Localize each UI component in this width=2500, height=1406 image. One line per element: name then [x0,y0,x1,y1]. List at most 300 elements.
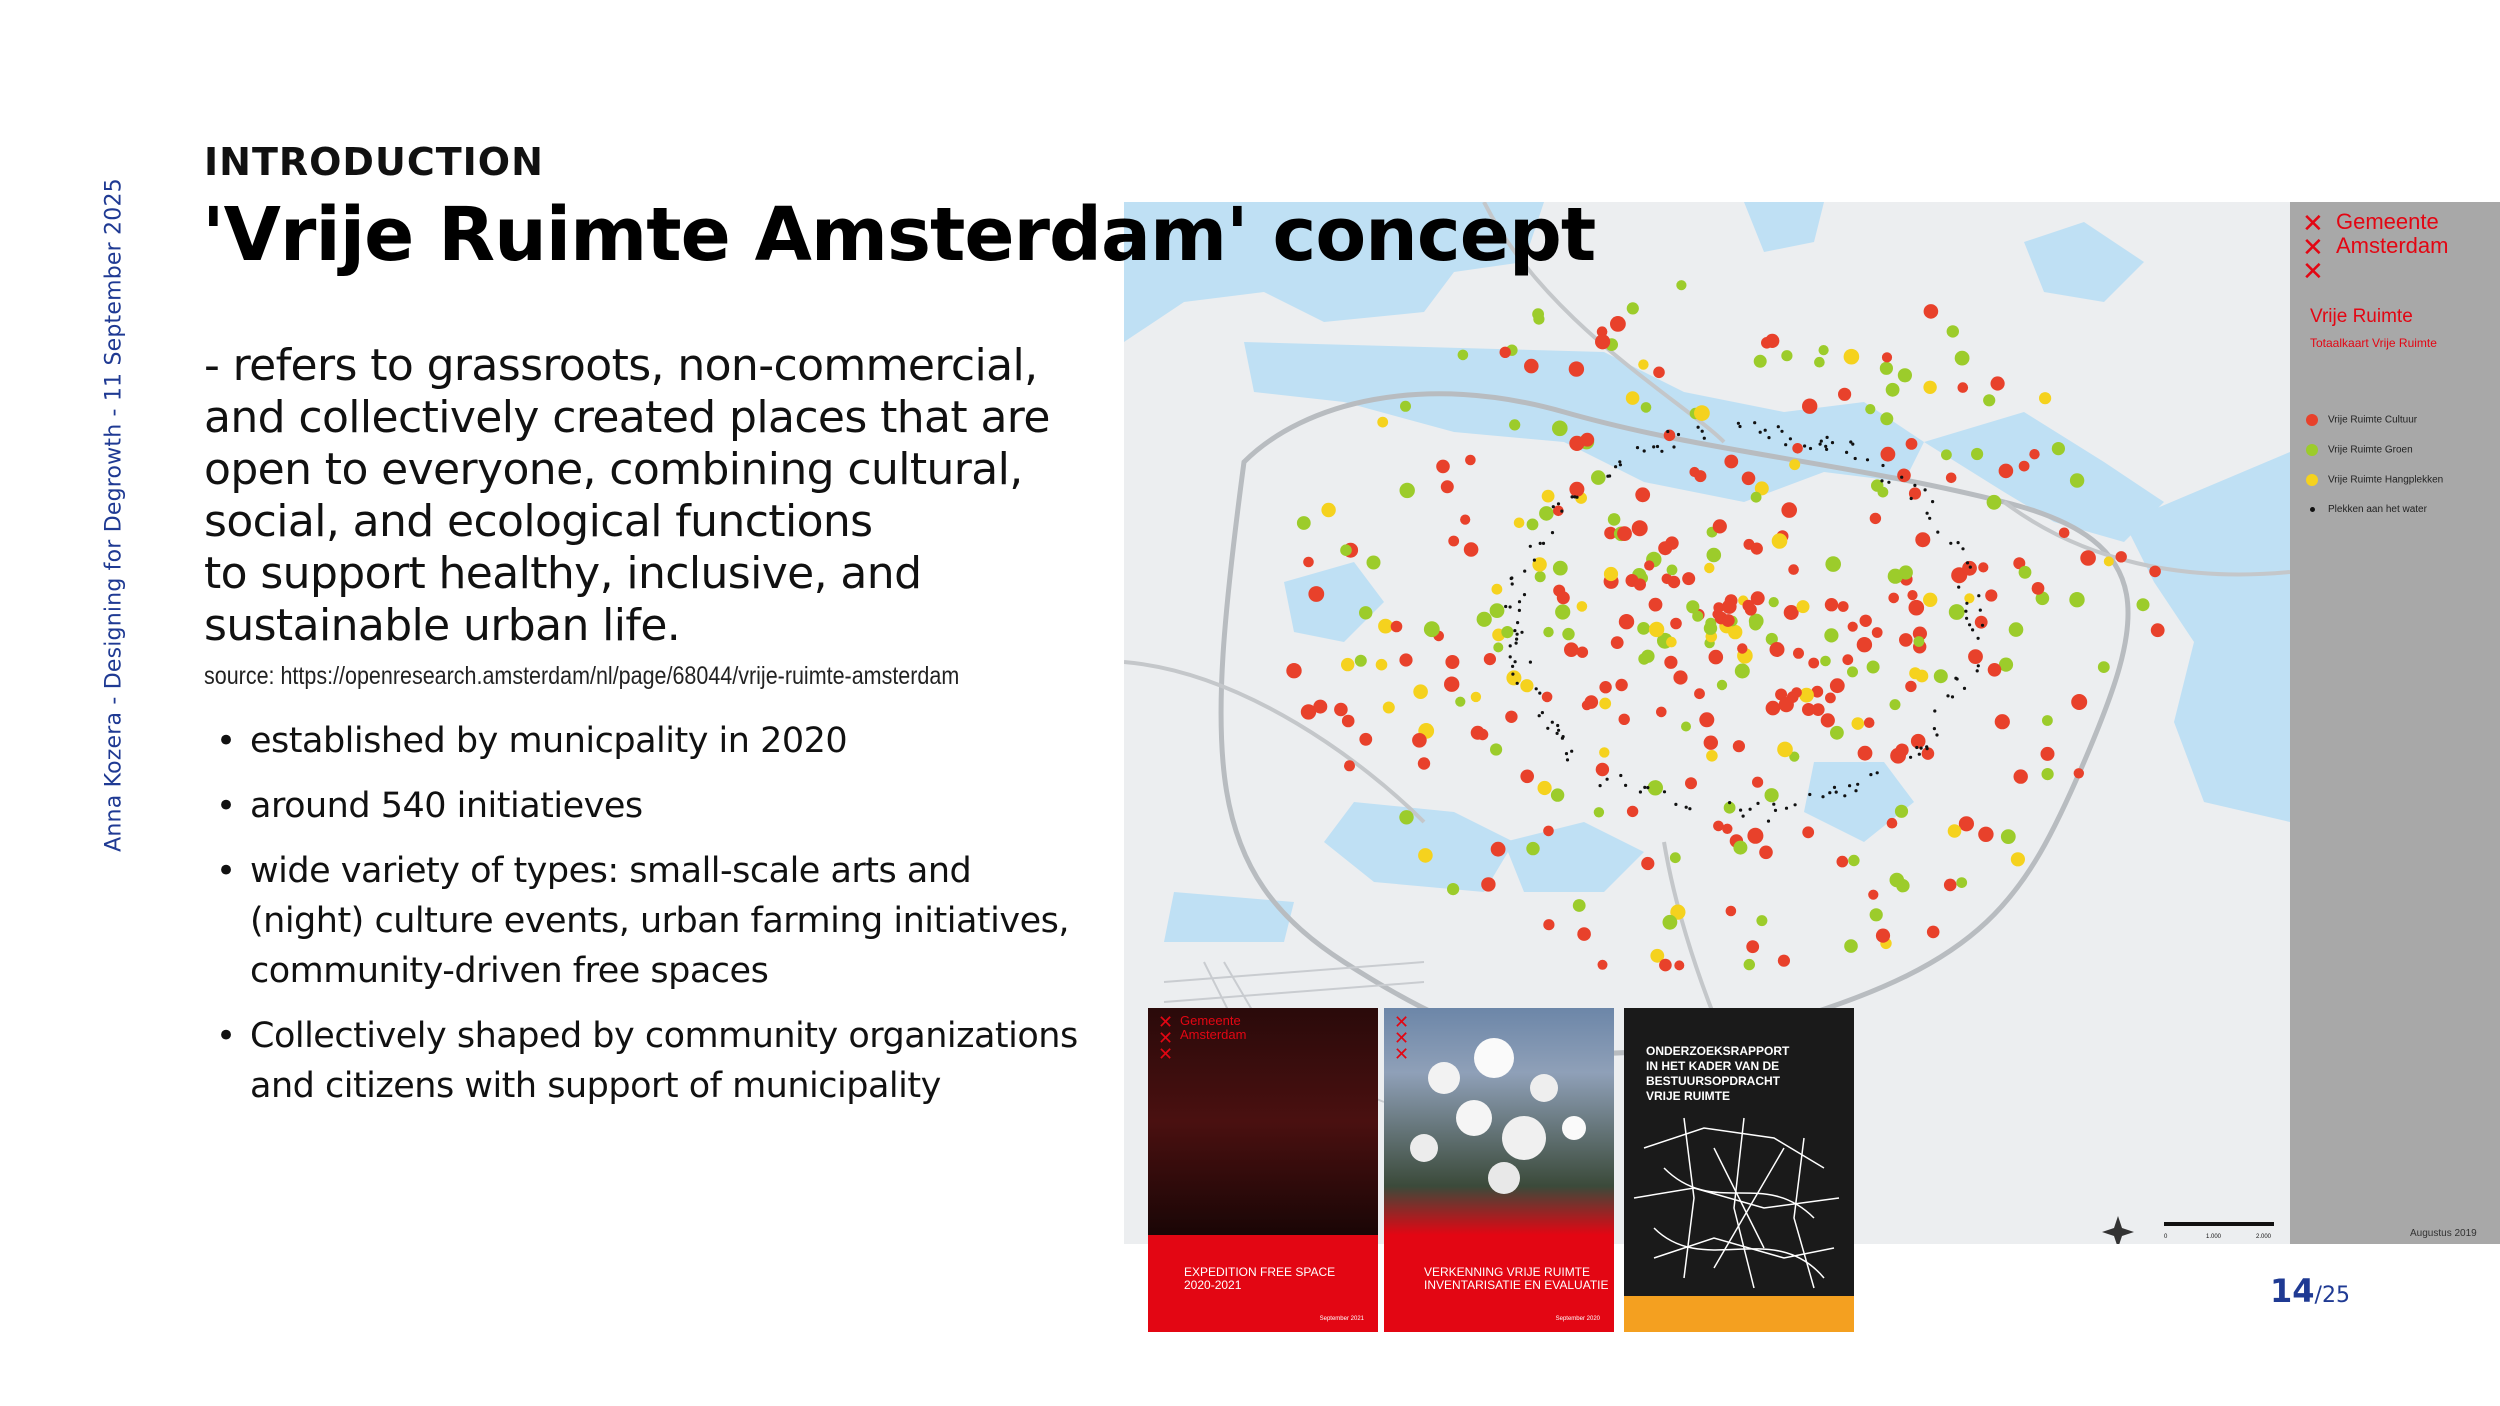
initiative-dot [1681,722,1691,732]
initiative-dot [1297,516,1311,530]
initiative-dot [1842,654,1853,665]
initiative-dot [1610,316,1626,332]
source-link[interactable]: source: https://openresearch.amsterdam/nl/page/68044/vrije-ruimte-amsterdam [204,662,960,690]
water-spot-dot [1674,803,1677,806]
cross-icon: ✕ [2302,209,2324,239]
page-current: 14 [2270,1272,2315,1310]
initiative-dot [1694,470,1706,482]
water-spot-dot [1968,623,1971,626]
water-spot-dot [1523,593,1526,596]
water-spot-dot [1785,807,1788,810]
initiative-dot [1573,899,1586,912]
initiative-dot [1905,681,1916,692]
initiative-dot [1670,852,1681,863]
water-spot-dot [1619,463,1622,466]
initiative-dot [1747,828,1763,844]
initiative-dot [1664,656,1677,669]
initiative-dot [1471,692,1481,702]
initiative-dot [1948,824,1962,838]
water-spot-dot [1685,806,1688,809]
water-spot-dot [1516,633,1519,636]
initiative-dot [1634,578,1646,590]
initiative-dot [1985,589,1997,601]
initiative-dot [2009,622,2024,637]
bullet-line: • Collectively shaped by community organizations [250,1016,1078,1056]
legend-item: Vrije Ruimte Cultuur [2306,414,2417,426]
water-spot-dot [1845,451,1848,454]
initiative-dot [1412,733,1427,748]
section-kicker: INTRODUCTION [204,140,544,184]
initiative-dot [1355,655,1367,667]
water-spot-dot [1900,476,1903,479]
initiative-dot [1802,703,1815,716]
initiative-dot [1447,883,1459,895]
initiative-dot [1707,548,1722,563]
water-spot-dot [1515,638,1518,641]
initiative-dot [1619,714,1630,725]
initiative-dot [1538,781,1552,795]
cross-icon: ✕ [1394,1044,1410,1065]
initiative-dot [1539,506,1554,521]
initiative-dot [1746,940,1759,953]
street-network-illustration [1624,1108,1854,1308]
initiative-dot [1778,955,1790,967]
initiative-dot [1340,544,1352,556]
initiative-dot [1756,915,1767,926]
lead-line: sustainable urban life. [204,600,681,651]
initiative-dot [1551,788,1564,801]
initiative-dot [1882,352,1892,362]
initiative-dot [1765,788,1779,802]
initiative-dot [1649,598,1663,612]
initiative-dot [2074,768,2084,778]
water-spot-dot [1575,496,1578,499]
initiative-dot [1591,470,1606,485]
initiative-dot [1949,604,1965,620]
water-spot-dot [1926,512,1929,515]
water-spot-dot [1933,727,1936,730]
water-spot-dot [1869,773,1872,776]
initiative-dot [1493,642,1503,652]
initiative-dot [1825,556,1841,572]
legend-swatch [2306,474,2318,486]
initiative-dot [1761,337,1773,349]
initiative-dot [1577,647,1588,658]
initiative-dot [1799,688,1814,703]
water-spot-dot [1511,673,1514,676]
initiative-dot [1848,622,1858,632]
initiative-dot [1958,382,1969,393]
water-spot-dot [1652,445,1655,448]
initiative-dot [1955,351,1970,366]
bullet-item [212,781,1092,831]
initiative-dot [2071,694,2087,710]
initiative-dot [1477,729,1488,740]
initiative-dot [1686,600,1699,613]
water-spot-dot [1688,807,1691,810]
water-spot-dot [1560,510,1563,513]
bullet-item [212,716,1092,766]
initiative-dot [1837,856,1849,868]
water-spot-dot [1803,444,1806,447]
initiative-dot [1598,960,1608,970]
water-spot-dot [1759,431,1762,434]
water-spot-dot [1966,561,1969,564]
bullet-line: community-driven free spaces [250,951,769,991]
initiative-dot [1944,879,1957,892]
initiative-dot [1744,959,1755,970]
initiative-dot [1286,663,1301,678]
initiative-dot [1644,560,1654,570]
initiative-dot [1535,571,1546,582]
water-spot-dot [1961,547,1964,550]
initiative-dot [1959,816,1974,831]
initiative-dot [1754,355,1767,368]
water-spot-dot [1557,502,1560,505]
water-spot-dot [1565,752,1568,755]
legend-swatch [2306,414,2318,426]
water-spot-dot [1542,542,1545,545]
initiative-dot [1564,642,1579,657]
initiative-dot [1844,349,1860,365]
initiative-dot [1870,908,1883,921]
cross-icon: ✕ [1158,1012,1174,1033]
cover-title: ONDERZOEKSRAPPORT IN HET KADER VAN DE BESTUURSOPDRACHT VRIJE RUIMTE [1646,1044,1790,1103]
water-spot-dot [1749,808,1752,811]
initiative-dot [1694,405,1710,421]
water-spot-dot [1887,481,1890,484]
initiative-dot [1968,649,1983,664]
report-cover-expedition [1148,1008,1378,1332]
initiative-dot [1821,713,1835,727]
initiative-dot [1858,746,1873,761]
initiative-dot [1830,678,1845,693]
initiative-dot [1520,770,1534,784]
initiative-dot [1638,359,1648,369]
cover-date: September 2020 [1555,1316,1600,1322]
initiative-dot [1802,826,1814,838]
initiative-dot [2080,550,2096,566]
initiative-dot [1797,600,1810,613]
bullet-line: • established by municpality in 2020 [250,721,848,761]
initiative-dot [1342,715,1355,728]
initiative-dot [1983,394,1995,406]
legend-item: Plekken aan het water [2306,504,2427,515]
initiative-dot [1596,763,1609,776]
initiative-dot [1724,455,1738,469]
water-spot-dot [1910,497,1913,500]
initiative-dot [1341,658,1354,671]
initiative-dot [2042,768,2054,780]
initiative-dot [2052,442,2065,455]
initiative-dot [1627,302,1639,314]
initiative-dot [1477,612,1492,627]
page-total: /25 [2314,1283,2350,1308]
water-spot-dot [1504,605,1507,608]
lead-line: - refers to grassroots, non-commercial, [204,340,1038,391]
initiative-dot [1735,664,1750,679]
initiative-dot [1334,703,1348,717]
water-spot-dot [1856,783,1859,786]
water-spot-dot [1566,758,1569,761]
initiative-dot [1713,821,1724,832]
water-spot-dot [1636,446,1639,449]
initiative-dot [1524,359,1539,374]
water-spot-dot [1697,426,1700,429]
initiative-dot [1713,519,1727,533]
initiative-dot [1947,325,1959,337]
initiative-dot [1975,616,1988,629]
initiative-dot [1663,915,1678,930]
water-spot-dot [1739,809,1742,812]
water-spot-dot [1677,433,1680,436]
page-title: 'Vrije Ruimte Amsterdam' concept [202,192,1596,278]
initiative-dot [1865,404,1875,414]
lead-paragraph [204,340,1084,652]
initiative-dot [1991,376,2005,390]
initiative-dot [1599,681,1611,693]
water-spot-dot [1977,637,1980,640]
initiative-dot [1542,692,1553,703]
initiative-dot [1857,637,1872,652]
initiative-dot [1458,350,1469,361]
cross-icon: ✕ [2302,233,2324,263]
initiative-dot [1553,561,1568,576]
initiative-dot [1743,600,1755,612]
legend-subtitle: Totaalkaart Vrije Ruimte [2310,336,2437,350]
water-spot-dot [1924,488,1927,491]
initiative-dot [1656,707,1667,718]
initiative-dot [1848,855,1859,866]
water-spot-dot [1513,629,1516,632]
scale-label: 1.000 [2206,1234,2222,1240]
initiative-dot [1924,304,1939,319]
initiative-dot [1313,700,1327,714]
initiative-dot [1792,443,1803,454]
water-spot-dot [1619,774,1622,777]
initiative-dot [1617,526,1632,541]
initiative-dot [1995,714,2010,729]
initiative-dot [1626,391,1640,405]
water-spot-dot [1643,786,1646,789]
water-spot-dot [1843,794,1846,797]
initiative-dot [1604,567,1618,581]
water-spot-dot [1831,441,1834,444]
water-spot-dot [1703,437,1706,440]
water-spot-dot [1931,500,1934,503]
water-spot-dot [1529,545,1532,548]
water-spot-dot [1981,624,1984,627]
water-spot-dot [1936,531,1939,534]
water-spot-dot [1825,448,1828,451]
initiative-dot [1465,455,1476,466]
water-spot-dot [1821,795,1824,798]
water-spot-dot [1509,655,1512,658]
initiative-dot [1987,495,2002,510]
initiative-dot [1424,621,1440,637]
initiative-dot [1946,473,1957,484]
initiative-dot [1399,810,1413,824]
legend-swatch [2310,507,2315,512]
water-spot-dot [1876,771,1879,774]
water-spot-dot [1518,609,1521,612]
initiative-dot [1615,679,1627,691]
initiative-dot [1490,743,1502,755]
initiative-dot [1999,464,2014,479]
initiative-dot [1709,650,1724,665]
initiative-dot [1876,929,1890,943]
initiative-dot [1722,614,1735,627]
initiative-dot [1632,520,1648,536]
initiative-dot [1878,487,1889,498]
initiative-dot [1988,663,2002,677]
initiative-dot [2014,769,2028,783]
report-cover-verkenning [1384,1008,1614,1332]
initiative-dot [1769,597,1779,607]
initiative-dot [1704,736,1718,750]
water-spot-dot [1833,786,1836,789]
initiative-dot [2098,661,2110,673]
water-spot-dot [1767,820,1770,823]
initiative-dot [1830,726,1844,740]
water-spot-dot [1660,450,1663,453]
initiative-dot [1413,684,1428,699]
initiative-dot [1500,347,1511,358]
initiative-dot [1653,367,1665,379]
initiative-dot [1964,593,1974,603]
cover-title: EXPEDITION FREE SPACE 2020-2021 [1184,1265,1336,1292]
water-spot-dot [1957,541,1960,544]
water-spot-dot [1728,801,1731,804]
water-spot-dot [1643,449,1646,452]
water-spot-dot [1848,784,1851,787]
initiative-dot [1978,827,1993,842]
initiative-dot [1599,698,1611,710]
water-spot-dot [1742,815,1745,818]
water-spot-dot [1808,793,1811,796]
water-spot-dot [1509,605,1512,608]
water-spot-dot [1533,559,1536,562]
initiative-dot [1635,487,1650,502]
initiative-dot [1909,667,1921,679]
initiative-dot [1699,712,1714,727]
initiative-dot [1514,518,1525,529]
initiative-dot [1971,448,1983,460]
initiative-dot [1441,480,1454,493]
water-spot-dot [1666,430,1669,433]
water-spot-dot [1546,727,1549,730]
lead-line: social, and ecological functions [204,496,873,547]
water-spot-dot [1510,577,1513,580]
water-spot-dot [1556,732,1559,735]
initiative-dot [1881,447,1896,462]
water-spot-dot [1520,631,1523,634]
water-spot-dot [1977,664,1980,667]
water-spot-dot [1552,505,1555,508]
initiative-dot [1460,515,1470,525]
initiative-dot [1685,777,1697,789]
initiative-dot [1484,653,1496,665]
initiative-dot [1542,490,1555,503]
initiative-dot [1619,614,1634,629]
initiative-dot [1770,642,1785,657]
initiative-dot [2116,551,2127,562]
initiative-dot [1838,601,1849,612]
water-spot-dot [1556,724,1559,727]
initiative-dot [1914,636,1925,647]
water-spot-dot [1624,784,1627,787]
water-spot-dot [1557,729,1560,732]
initiative-dot [1580,433,1594,447]
initiative-dot [1492,584,1503,595]
water-spot-dot [1772,803,1775,806]
water-spot-dot [1965,617,1968,620]
water-spot-dot [1551,531,1554,534]
initiative-dot [1676,280,1686,290]
bullet-line: • around 540 initiatieves [250,786,643,826]
initiative-dot [1399,653,1412,666]
water-spot-dot [1828,791,1831,794]
initiative-dot [1376,659,1388,671]
initiative-dot [1941,449,1952,460]
scale-label: 2.000 [2256,1234,2272,1240]
initiative-dot [1400,401,1411,412]
initiative-dot [1887,818,1898,829]
initiative-dot [1569,361,1584,376]
cross-icon: ✕ [2302,257,2324,287]
water-spot-dot [1753,421,1756,424]
initiative-dot [1742,472,1756,486]
initiative-dot [1888,593,1899,604]
initiative-dot [1577,601,1588,612]
initiative-dot [1808,658,1819,669]
initiative-dot [1934,669,1948,683]
initiative-dot [1923,593,1937,607]
initiative-dot [2151,623,2165,637]
initiative-dot [1898,368,1912,382]
initiative-dot [2069,592,2084,607]
initiative-dot [1915,532,1930,547]
initiative-dot [1673,670,1687,684]
initiative-dot [2019,566,2032,579]
initiative-dot [1308,586,1324,602]
legend-swatch [2306,444,2318,456]
initiative-dot [1667,565,1678,576]
initiative-dot [1543,919,1554,930]
initiative-dot [1784,605,1799,620]
map-date: Augustus 2019 [2410,1228,2477,1239]
initiative-dot [1852,717,1865,730]
initiative-dot [1838,388,1851,401]
initiative-dot [1923,381,1936,394]
initiative-dot [1766,701,1781,716]
initiative-dot [1611,636,1624,649]
bullet-item [212,1011,1092,1111]
initiative-dot [1509,419,1520,430]
lead-line: open to everyone, combining cultural, [204,444,1023,495]
initiative-dot [1895,805,1908,818]
initiative-dot [2011,852,2025,866]
initiative-dot [1367,556,1381,570]
water-spot-dot [1737,422,1740,425]
water-spot-dot [1618,460,1621,463]
initiative-dot [1638,653,1650,665]
initiative-dot [1868,890,1878,900]
water-spot-dot [1909,756,1912,759]
bullet-line: • wide variety of types: small-scale arts and [250,851,972,891]
water-spot-dot [1920,747,1923,750]
initiative-dot [1847,666,1858,677]
